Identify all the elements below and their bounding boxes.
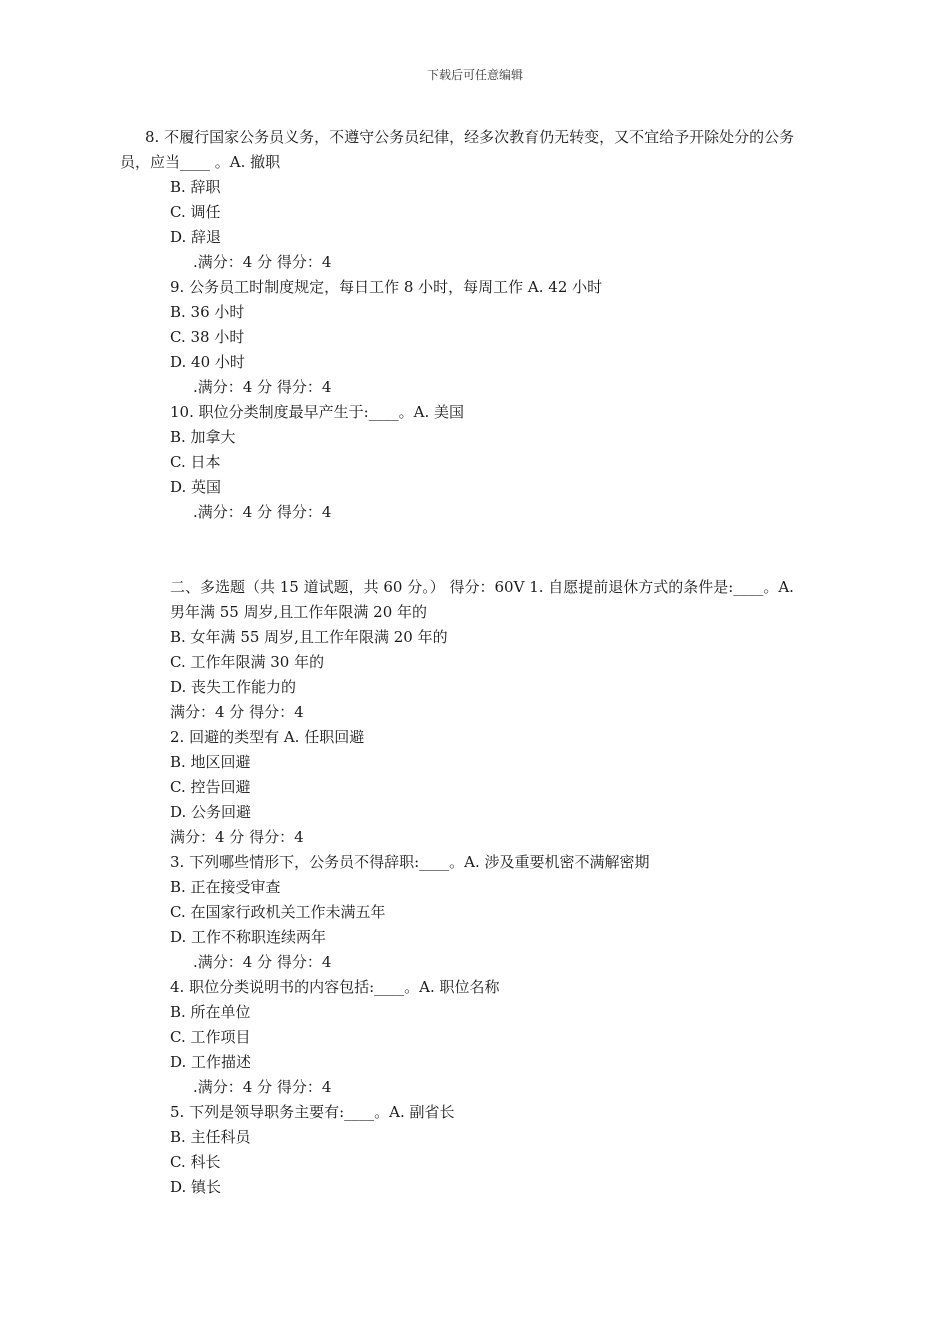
q8-option-c: C. 调任 — [170, 203, 221, 221]
s2q2-score: 满分：4 分 得分：4 — [170, 828, 304, 846]
s2q5-option-d: D. 镇长 — [170, 1178, 222, 1196]
question-10: 10. 职位分类制度最早产生于:____。A. 美国 — [170, 403, 465, 421]
s2q5-option-c: C. 科长 — [170, 1153, 221, 1171]
s2q2-option-c: C. 控告回避 — [170, 778, 251, 796]
q8-score: .满分：4 分 得分：4 — [193, 253, 332, 271]
s2q3-option-d: D. 工作不称职连续两年 — [170, 928, 327, 946]
s2q1-option-d: D. 丧失工作能力的 — [170, 678, 297, 696]
document-body — [120, 125, 810, 1200]
q10-option-b: B. 加拿大 — [170, 428, 236, 446]
q8-option-b: B. 辞职 — [170, 178, 221, 196]
s2q4-option-d: D. 工作描述 — [170, 1053, 252, 1071]
s2q1-option-a: 男年满 55 周岁,且工作年限满 20 年的 — [170, 603, 428, 621]
s2-question-2: 2. 回避的类型有 A. 任职回避 — [170, 728, 365, 746]
s2q4-option-c: C. 工作项目 — [170, 1028, 251, 1046]
page-header: 下载后可任意编辑 — [426, 68, 523, 82]
section2-heading: 二、多选题（共 15 道试题，共 60 分。） 得分：60V 1. 自愿提前退休方式的条件是:____。A. — [170, 578, 794, 596]
s2q2-option-b: B. 地区回避 — [170, 753, 251, 771]
q9-option-c: C. 38 小时 — [170, 328, 245, 346]
q10-score: .满分：4 分 得分：4 — [193, 503, 332, 521]
s2q4-score: .满分：4 分 得分：4 — [193, 1078, 332, 1096]
q10-option-d: D. 英国 — [170, 478, 222, 496]
s2q3-score: .满分：4 分 得分：4 — [193, 953, 332, 971]
s2q1-option-c: C. 工作年限满 30 年的 — [170, 653, 325, 671]
q9-option-b: B. 36 小时 — [170, 303, 245, 321]
s2-question-3: 3. 下列哪些情形下，公务员不得辞职:____。A. 涉及重要机密不满解密期 — [170, 853, 650, 871]
question-8: 8. 不履行国家公务员义务，不遵守公务员纪律，经多次教育仍无转变，又不宜给予开除处分的公务员，应当____ 。A. 撤职 — [120, 128, 795, 171]
s2q5-option-b: B. 主任科员 — [170, 1128, 251, 1146]
s2q1-score: 满分：4 分 得分：4 — [170, 703, 304, 721]
s2q3-option-c: C. 在国家行政机关工作未满五年 — [170, 903, 386, 921]
s2q2-option-d: D. 公务回避 — [170, 803, 252, 821]
s2-question-5: 5. 下列是领导职务主要有:____。A. 副省长 — [170, 1103, 455, 1121]
s2q3-option-b: B. 正在接受审查 — [170, 878, 281, 896]
s2-question-4: 4. 职位分类说明书的内容包括:____。A. 职位名称 — [170, 978, 500, 996]
q8-option-d: D. 辞退 — [170, 228, 222, 246]
s2q4-option-b: B. 所在单位 — [170, 1003, 251, 1021]
q10-option-c: C. 日本 — [170, 453, 221, 471]
s2q1-option-b: B. 女年满 55 周岁,且工作年限满 20 年的 — [170, 628, 448, 646]
q9-option-d: D. 40 小时 — [170, 353, 245, 371]
q9-score: .满分：4 分 得分：4 — [193, 378, 332, 396]
question-9: 9. 公务员工时制度规定，每日工作 8 小时，每周工作 A. 42 小时 — [170, 278, 603, 296]
section-gap — [145, 525, 810, 575]
